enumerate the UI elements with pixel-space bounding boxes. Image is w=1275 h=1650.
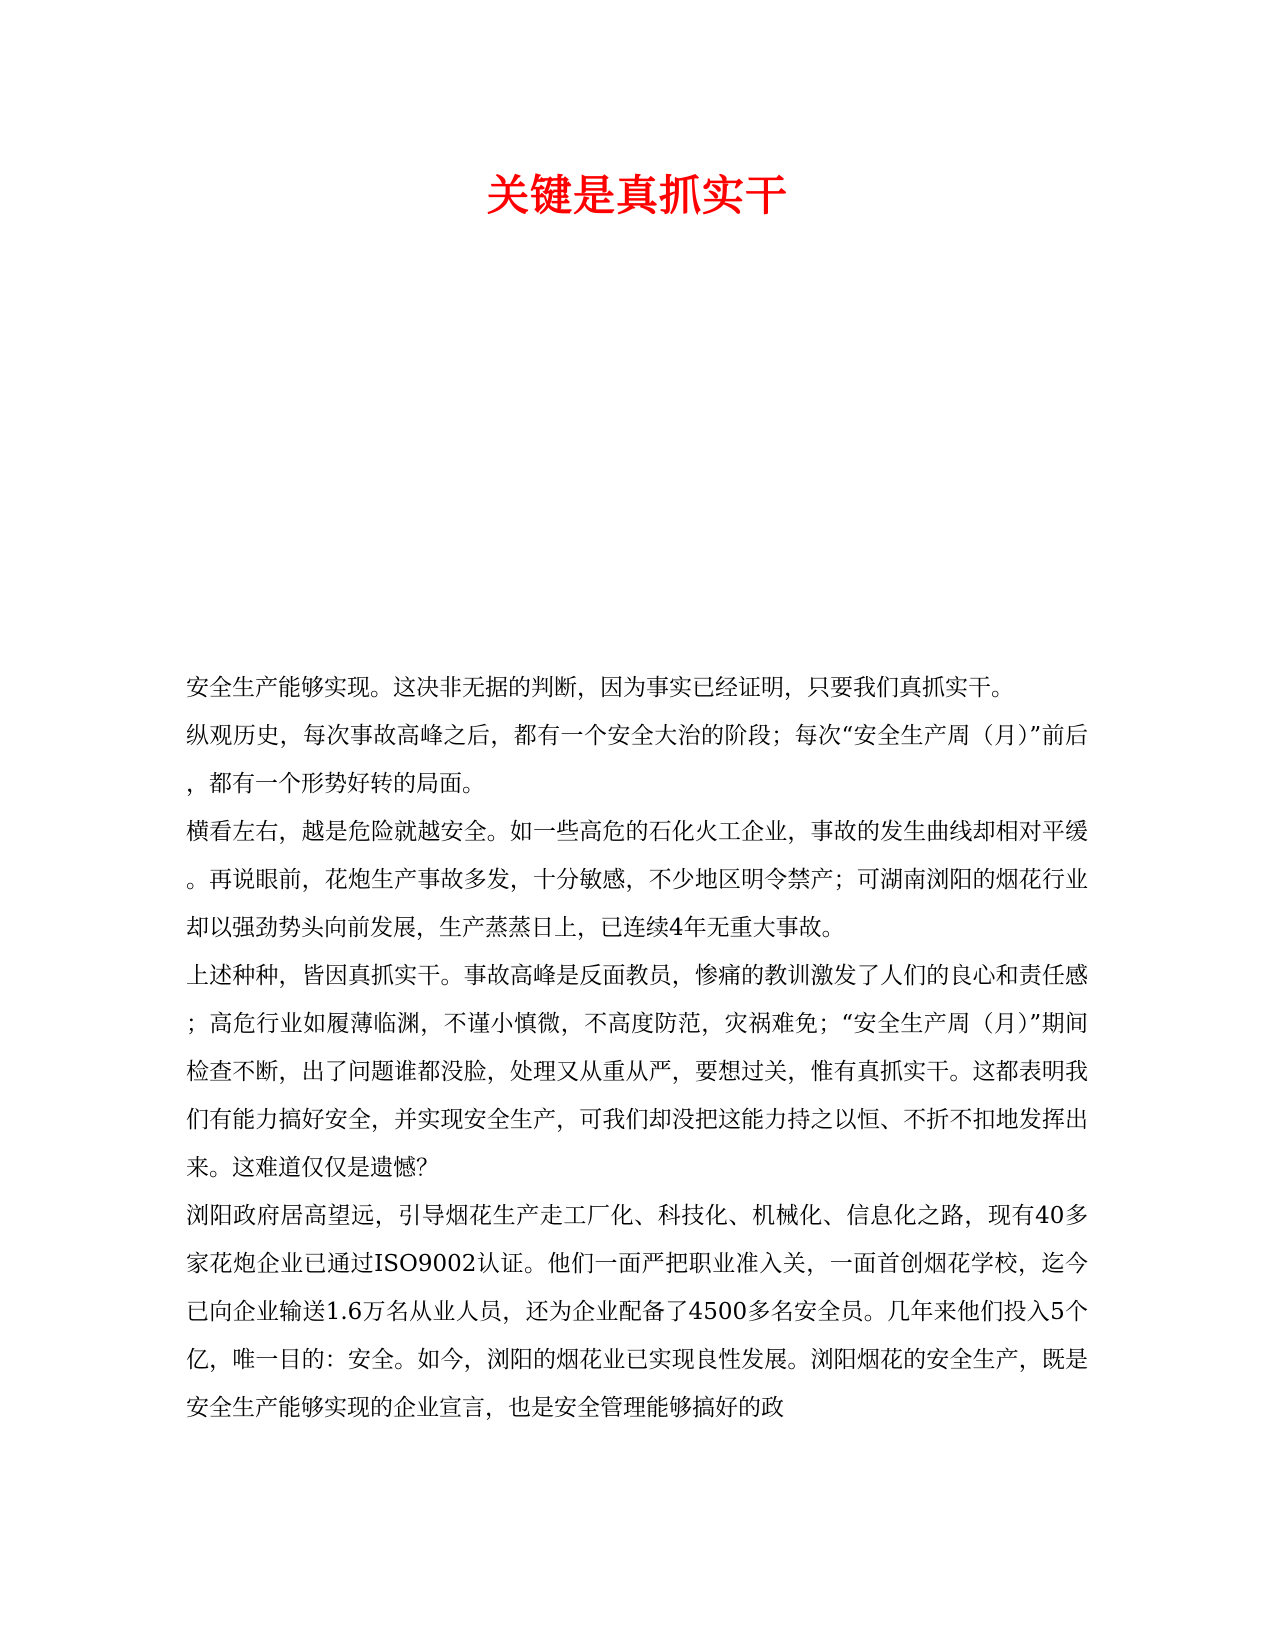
document-body [186, 664, 1088, 1432]
paragraph: 纵观历史，每次事故高峰之后，都有一个安全大治的阶段；每次“安全生产周（月）”前后，都有一个形势好转的局面。 [186, 723, 1088, 797]
paragraph: 横看左右，越是危险就越安全。如一些高危的石化火工企业，事故的发生曲线却相对平缓。再说眼前，花炮生产事故多发，十分敏感，不少地区明令禁产；可湖南浏阳的烟花行业却以强劲势头向前发展，生产蒸蒸日上，已连续4年无重大事故。 [186, 819, 1088, 941]
paragraph: 上述种种，皆因真抓实干。事故高峰是反面教员，惨痛的教训激发了人们的良心和责任感；高危行业如履薄临渊，不谨小慎微，不高度防范，灾祸难免；“安全生产周（月）”期间检查不断，出了问题谁都没脸，处理又从重从严，要想过关，惟有真抓实干。这都表明我们有能力搞好安全，并实现安全生产，可我们却没把这能力持之以恒、不折不扣地发挥出来。这难道仅仅是遗憾？ [186, 963, 1088, 1181]
paragraph: 浏阳政府居高望远，引导烟花生产走工厂化、科技化、机械化、信息化之路，现有40多家花炮企业已通过ISO9002认证。他们一面严把职业准入关，一面首创烟花学校，迄今已向企业输送1.6万名从业人员，还为企业配备了4500多名安全员。几年来他们投入5个亿，唯一目的：安全。如今，浏阳的烟花业已实现良性发展。浏阳烟花的安全生产，既是安全生产能够实现的企业宣言，也是安全管理能够搞好的政 [186, 1203, 1088, 1421]
document-title: 关键是真抓实干 [486, 171, 788, 220]
paragraph: 安全生产能够实现。这决非无据的判断，因为事实已经证明，只要我们真抓实干。 [186, 675, 1014, 701]
